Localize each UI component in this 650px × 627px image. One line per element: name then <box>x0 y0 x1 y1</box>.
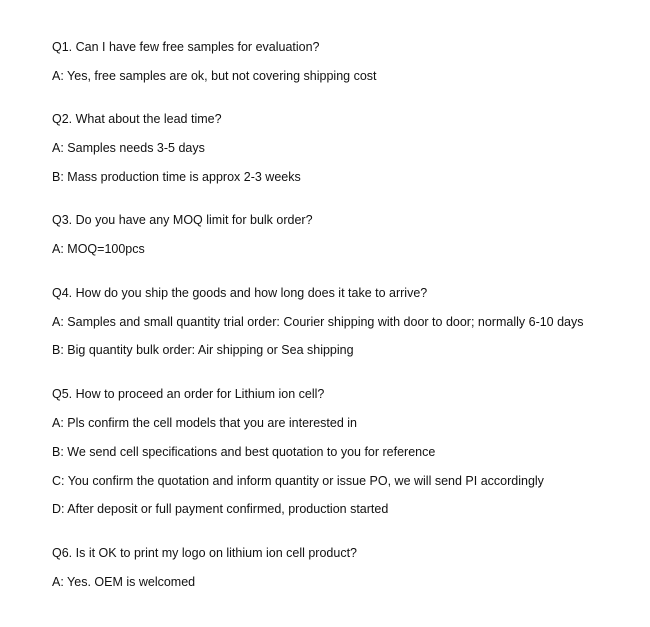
faq-question-2: Q2. What about the lead time? <box>52 112 222 126</box>
faq-answer-5d: D: After deposit or full payment confirmed, production started <box>52 502 389 516</box>
faq-answer-2a: A: Samples needs 3-5 days <box>52 141 205 155</box>
faq-answer-2b: B: Mass production time is approx 2-3 weeks <box>52 170 301 184</box>
faq-answer-5c: C: You confirm the quotation and inform quantity or issue PO, we will send PI accordingly <box>52 474 544 488</box>
faq-question-6: Q6. Is it OK to print my logo on lithium ion cell product? <box>52 546 357 560</box>
faq-answer-4b: B: Big quantity bulk order: Air shipping or Sea shipping <box>52 343 354 357</box>
faq-answer-3a: A: MOQ=100pcs <box>52 242 145 256</box>
faq-answer-6a: A: Yes. OEM is welcomed <box>52 575 196 589</box>
faq-answer-1a: A: Yes, free samples are ok, but not covering shipping cost <box>52 69 377 83</box>
faq-question-4: Q4. How do you ship the goods and how long does it take to arrive? <box>52 286 428 300</box>
faq-answer-5b: B: We send cell specifications and best quotation to you for reference <box>52 445 436 459</box>
faq-question-1: Q1. Can I have few free samples for evaluation? <box>52 40 320 54</box>
faq-answer-4a: A: Samples and small quantity trial order: Courier shipping with door to door; normally 6-10 days <box>52 315 584 329</box>
faq-answer-5a: A: Pls confirm the cell models that you are interested in <box>52 416 358 430</box>
faq-question-5: Q5. How to proceed an order for Lithium ion cell? <box>52 387 325 401</box>
faq-question-3: Q3. Do you have any MOQ limit for bulk order? <box>52 213 313 227</box>
